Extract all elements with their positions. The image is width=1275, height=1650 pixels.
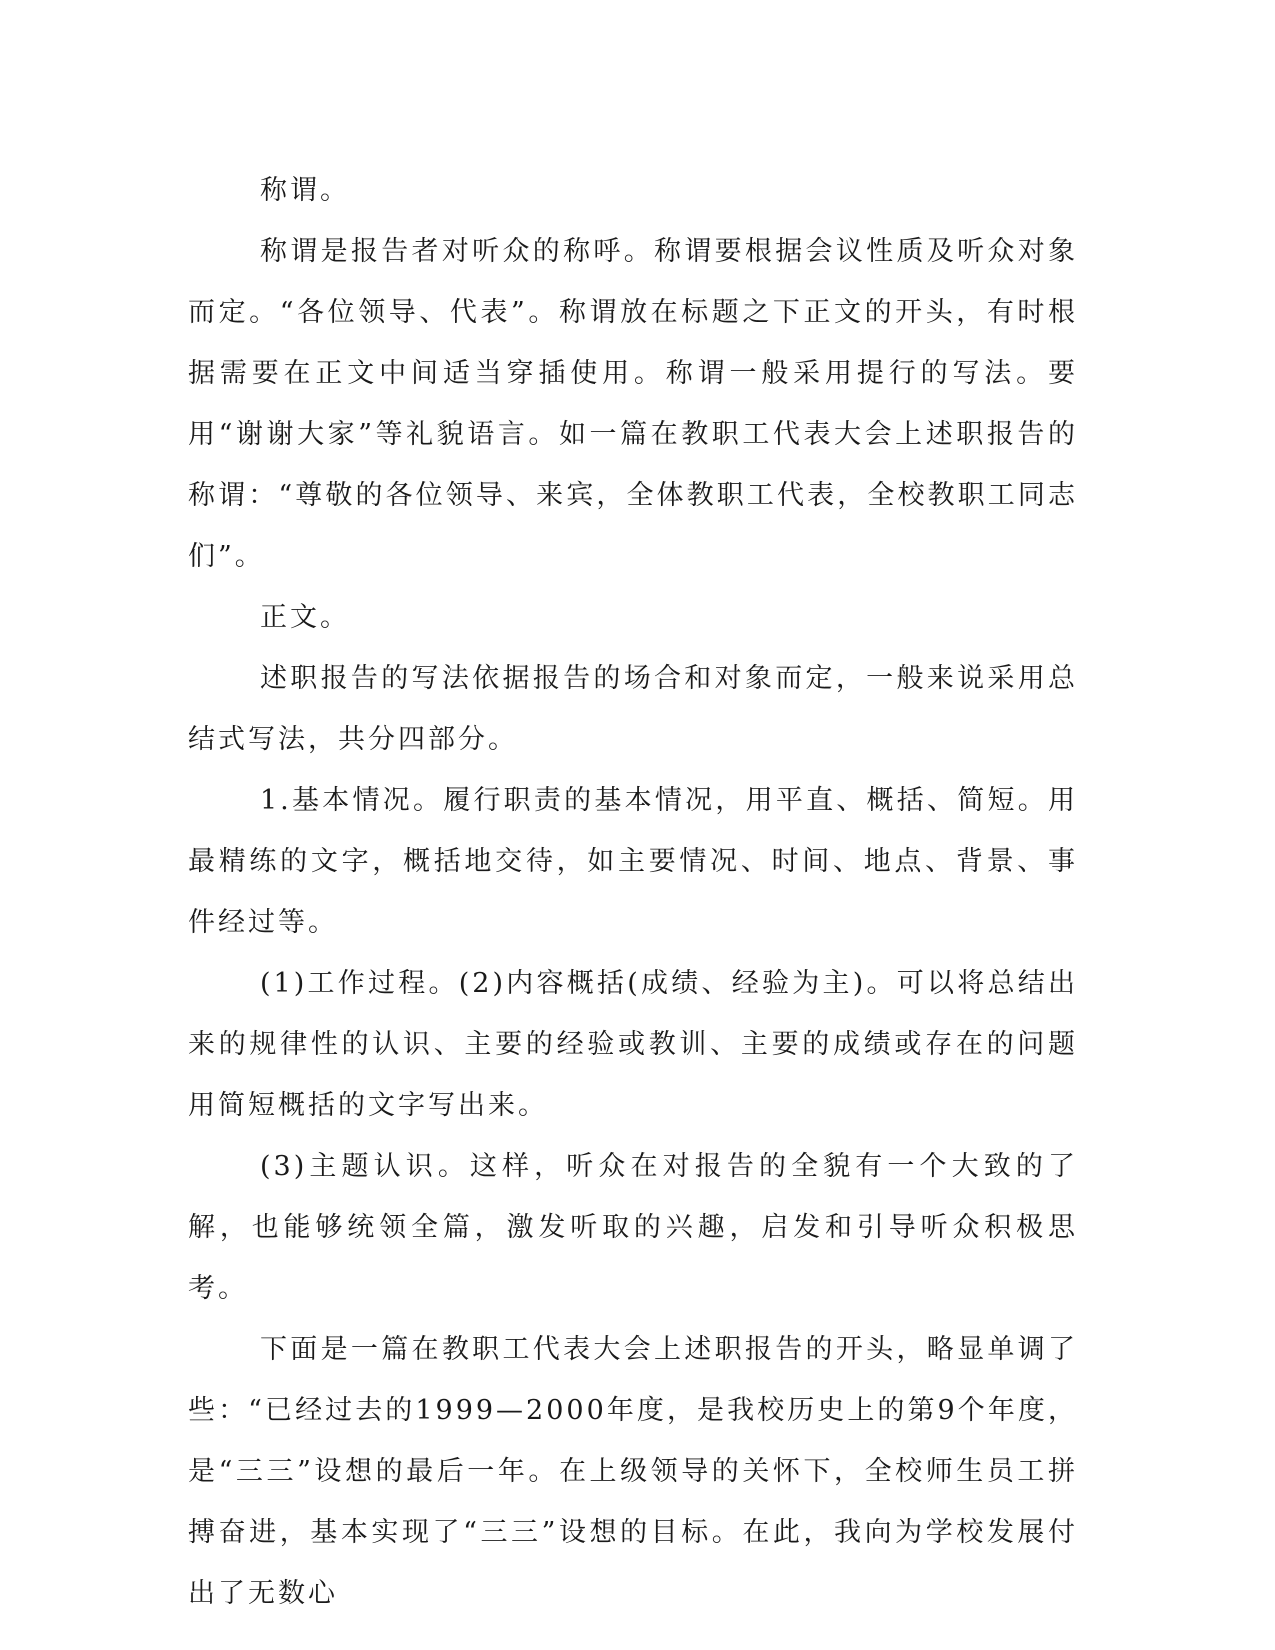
paragraph-work-process: (1)工作过程。(2)内容概括(成绩、经验为主)。可以将总结出来的规律性的认识、主要的经验或教训、主要的成绩或存在的问题用简短概括的文字写出来。 [188,968,1078,1121]
paragraph-body-heading: 正文。 [260,602,350,633]
paragraph-salutation-heading: 称谓。 [260,175,350,206]
paragraph-theme-awareness: (3)主题认识。这样，听众在对报告的全貌有一个大致的了解，也能够统领全篇，激发听取的兴趣，启发和引导听众积极思考。 [188,1151,1078,1304]
paragraph-example-opening: 下面是一篇在教职工代表大会上述职报告的开头，略显单调了些：“已经过去的1999—2000年度，是我校历史上的第9个年度，是“三三”设想的最后一年。在上级领导的关怀下，全校师生员工拼搏奋进，基本实现了“三三”设想的目标。在此，我向为学校发展付出了无数心 [188,1334,1078,1609]
paragraph-body-intro: 述职报告的写法依据报告的场合和对象而定，一般来说采用总结式写法，共分四部分。 [188,663,1078,755]
paragraph-salutation-explanation: 称谓是报告者对听众的称呼。称谓要根据会议性质及听众对象而定。“各位领导、代表”。称谓放在标题之下正文的开头，有时根据需要在正文中间适当穿插使用。称谓一般采用提行的写法。要用“谢谢大家”等礼貌语言。如一篇在教职工代表大会上述职报告的称谓：“尊敬的各位领导、来宾，全体教职工代表，全校教职工同志们”。 [188,236,1078,572]
document-body [188,160,1078,1624]
paragraph-basic-situation: 1.基本情况。履行职责的基本情况，用平直、概括、简短。用最精练的文字，概括地交待，如主要情况、时间、地点、背景、事件经过等。 [188,785,1078,938]
